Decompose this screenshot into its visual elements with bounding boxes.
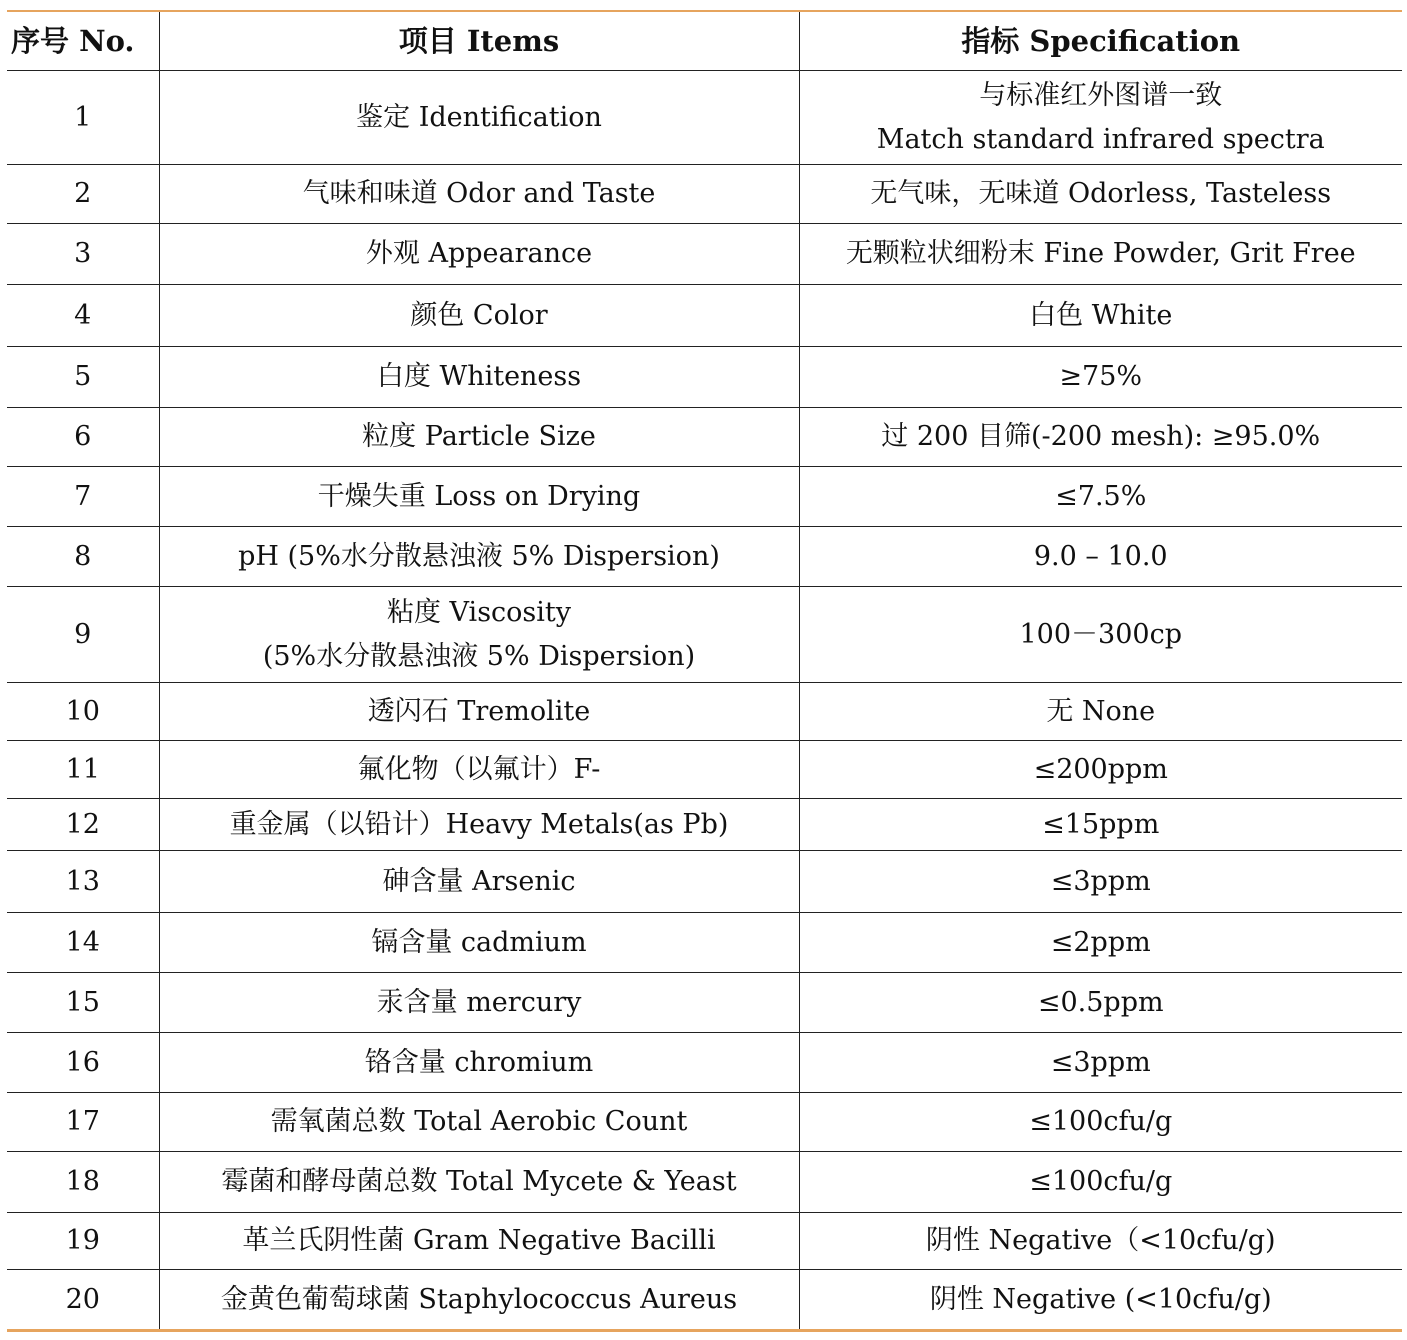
item-text: 粒度 Particle Size — [362, 421, 596, 452]
specification-cell — [799, 1152, 1402, 1213]
table-row — [7, 913, 1402, 973]
specification-text: ≤2ppm — [1050, 926, 1151, 958]
row-number: 1 — [7, 71, 159, 165]
row-number: 2 — [7, 165, 159, 224]
table-row — [7, 165, 1402, 224]
item-text: 外观 Appearance — [365, 238, 593, 269]
item-text: 重金属（以铅计）Heavy Metals(as Pb) — [229, 808, 729, 840]
table-row — [7, 467, 1402, 527]
row-number: 8 — [7, 527, 159, 587]
item-text: (5%水分散悬浊液 5% Dispersion) — [262, 640, 696, 672]
item-text: 汞含量 mercury — [376, 986, 582, 1018]
specification-cell — [799, 408, 1402, 467]
specification-text: 与标准红外图谱一致 — [979, 79, 1223, 111]
item-cell — [159, 285, 799, 347]
row-number: 6 — [7, 408, 159, 467]
table-header-row — [7, 11, 1402, 71]
specification-cell — [799, 851, 1402, 913]
specification-cell — [799, 467, 1402, 527]
row-number: 14 — [7, 913, 159, 973]
item-cell — [159, 913, 799, 973]
item-text: 颜色 Color — [410, 299, 548, 331]
row-number: 11 — [7, 741, 159, 799]
specification-text: 无颗粒状细粉末 Fine Powder, Grit Free — [845, 238, 1356, 269]
specification-cell — [799, 799, 1402, 851]
item-text: 鉴定 Identification — [356, 101, 602, 133]
specification-text: 100－300cp — [1019, 618, 1182, 650]
table-row — [7, 1152, 1402, 1213]
item-text: 气味和味道 Odor and Taste — [302, 178, 656, 209]
table-row — [7, 71, 1402, 165]
specification-text: ≤3ppm — [1050, 1046, 1151, 1078]
row-number: 15 — [7, 973, 159, 1033]
specification-text: 阴性 Negative (<10cfu/g) — [929, 1283, 1272, 1315]
table-row — [7, 1270, 1402, 1331]
item-text: 革兰氏阴性菌 Gram Negative Bacilli — [242, 1225, 716, 1256]
header-specification: 指标 Specification — [799, 11, 1402, 71]
specification-text: ≤15ppm — [1042, 808, 1160, 840]
item-text: 干燥失重 Loss on Drying — [317, 480, 641, 512]
specification-cell — [799, 1270, 1402, 1331]
table-row — [7, 683, 1402, 741]
table-row — [7, 973, 1402, 1033]
row-number: 3 — [7, 224, 159, 285]
row-number: 13 — [7, 851, 159, 913]
item-cell — [159, 683, 799, 741]
item-cell — [159, 527, 799, 587]
item-text: 霉菌和酵母菌总数 Total Mycete & Yeast — [221, 1166, 737, 1197]
specification-text: ≤100cfu/g — [1029, 1106, 1173, 1137]
item-text: 粘度 Viscosity — [386, 596, 572, 628]
specification-text: ≤200ppm — [1033, 753, 1168, 785]
item-text: 铬含量 chromium — [364, 1046, 594, 1078]
table-row — [7, 224, 1402, 285]
item-cell — [159, 1152, 799, 1213]
row-number: 19 — [7, 1213, 159, 1270]
table-row — [7, 741, 1402, 799]
table-row — [7, 851, 1402, 913]
row-number: 5 — [7, 347, 159, 408]
specification-text: 白色 White — [1029, 299, 1173, 331]
table-row — [7, 1213, 1402, 1270]
specification-cell — [799, 1033, 1402, 1093]
header-no: 序号 No. — [7, 11, 159, 71]
specification-cell — [799, 973, 1402, 1033]
specification-cell — [799, 913, 1402, 973]
row-number: 10 — [7, 683, 159, 741]
specification-text: ≥75% — [1059, 361, 1143, 392]
item-cell — [159, 71, 799, 165]
item-cell — [159, 224, 799, 285]
specification-cell — [799, 285, 1402, 347]
item-cell — [159, 973, 799, 1033]
item-cell — [159, 1093, 799, 1152]
row-number: 4 — [7, 285, 159, 347]
specification-cell — [799, 683, 1402, 741]
table-row — [7, 1093, 1402, 1152]
item-text: pH (5%水分散悬浊液 5% Dispersion) — [238, 540, 720, 572]
specification-text: ≤3ppm — [1050, 865, 1151, 897]
row-number: 7 — [7, 467, 159, 527]
item-text: 需氧菌总数 Total Aerobic Count — [270, 1106, 688, 1137]
item-cell — [159, 799, 799, 851]
table-body — [7, 71, 1402, 1331]
specification-text: 过 200 目筛(-200 mesh): ≥95.0% — [881, 421, 1321, 452]
row-number: 12 — [7, 799, 159, 851]
item-text: 透闪石 Tremolite — [367, 695, 591, 727]
item-text: 镉含量 cadmium — [371, 926, 587, 958]
specification-cell — [799, 1213, 1402, 1270]
specification-cell — [799, 165, 1402, 224]
specification-text: Match standard infrared spectra — [876, 123, 1325, 155]
specification-cell — [799, 1093, 1402, 1152]
table-row — [7, 347, 1402, 408]
row-number: 18 — [7, 1152, 159, 1213]
specification-text: ≤0.5ppm — [1037, 986, 1164, 1018]
item-cell — [159, 741, 799, 799]
table-row — [7, 408, 1402, 467]
header-items: 项目 Items — [159, 11, 799, 71]
row-number: 16 — [7, 1033, 159, 1093]
specification-cell — [799, 347, 1402, 408]
row-number: 17 — [7, 1093, 159, 1152]
specification-text: 无气味，无味道 Odorless, Tasteless — [870, 178, 1332, 209]
specification-text: 无 None — [1046, 695, 1156, 727]
specification-text: ≤100cfu/g — [1029, 1166, 1173, 1197]
item-text: 金黄色葡萄球菌 Staphylococcus Aureus — [220, 1283, 738, 1315]
specification-cell — [799, 527, 1402, 587]
item-cell — [159, 1033, 799, 1093]
item-cell — [159, 1213, 799, 1270]
item-cell — [159, 467, 799, 527]
item-text: 氟化物（以氟计）F- — [357, 753, 601, 785]
table-row — [7, 799, 1402, 851]
specification-cell — [799, 224, 1402, 285]
item-text: 砷含量 Arsenic — [382, 865, 576, 897]
specification-cell — [799, 741, 1402, 799]
item-cell — [159, 165, 799, 224]
specification-cell — [799, 587, 1402, 683]
item-cell — [159, 408, 799, 467]
table-row — [7, 285, 1402, 347]
specification-table — [7, 10, 1402, 1332]
row-number: 20 — [7, 1270, 159, 1331]
row-number: 9 — [7, 587, 159, 683]
specification-cell — [799, 71, 1402, 165]
specification-text: 9.0 – 10.0 — [1033, 540, 1168, 572]
specification-text: 阴性 Negative（<10cfu/g) — [925, 1225, 1276, 1256]
specification-text: ≤7.5% — [1055, 480, 1147, 512]
table-row — [7, 1033, 1402, 1093]
item-cell — [159, 1270, 799, 1331]
item-text: 白度 Whiteness — [376, 361, 582, 392]
item-cell — [159, 587, 799, 683]
item-cell — [159, 347, 799, 408]
item-cell — [159, 851, 799, 913]
table-row — [7, 587, 1402, 683]
table-row — [7, 527, 1402, 587]
